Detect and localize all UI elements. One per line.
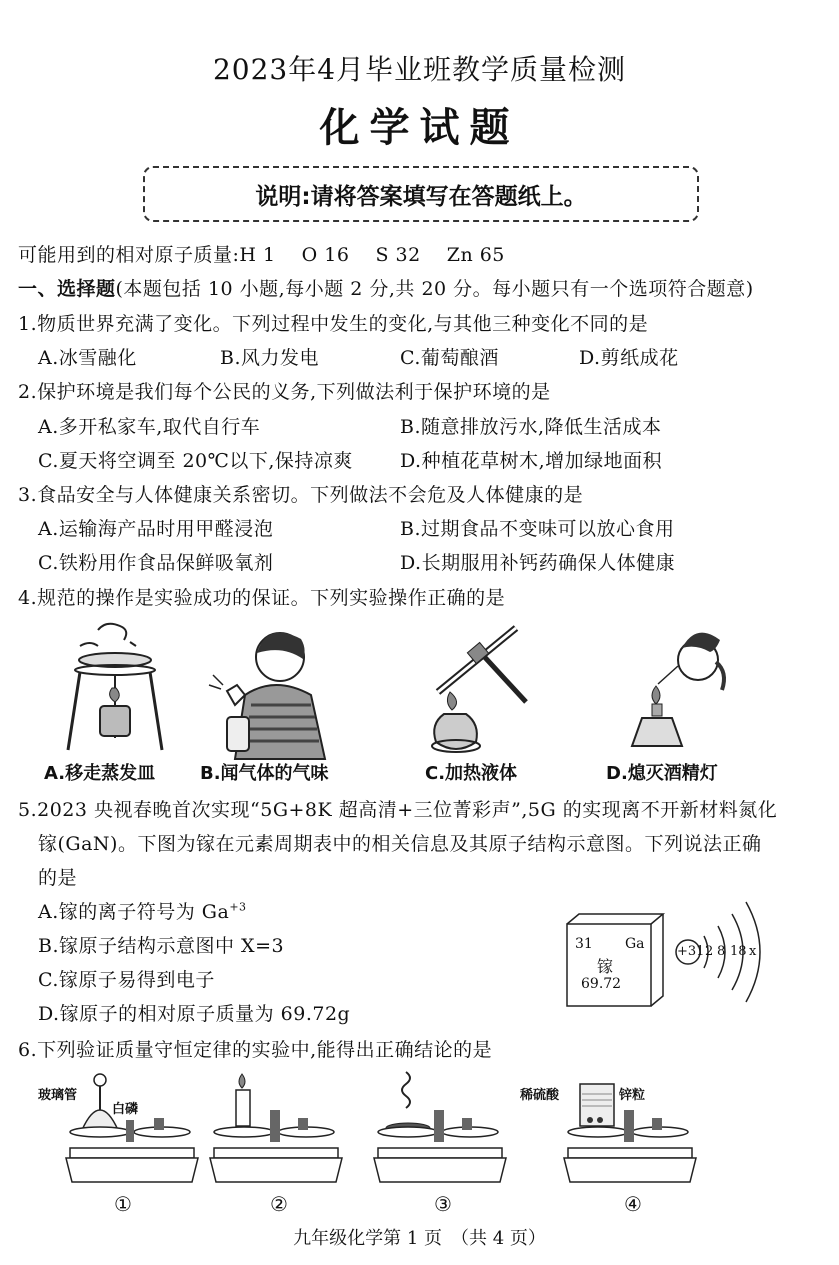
q1-option-b: B.风力发电 bbox=[220, 347, 320, 369]
q4-caption-d: D.熄灭酒精灯 bbox=[606, 763, 718, 784]
element-number: 31 bbox=[575, 936, 593, 952]
atom-shell-2: 8 bbox=[717, 944, 726, 959]
q4-caption-c: C.加热液体 bbox=[425, 763, 518, 784]
element-name: 镓 bbox=[597, 957, 614, 976]
subject-title: 化学试题 bbox=[319, 105, 520, 151]
q3-option-d: D.长期服用补钙药确保人体健康 bbox=[400, 552, 676, 574]
element-cell-box bbox=[565, 912, 665, 1008]
element-symbol: Ga bbox=[625, 936, 645, 952]
section1-desc: (本题包括 10 小题,每小题 2 分,共 20 分。每小题只有一个选项符合题意) bbox=[115, 278, 754, 300]
note-box bbox=[143, 166, 699, 222]
q2-option-c: C.夏天将空调至 20℃以下,保持凉爽 bbox=[38, 450, 353, 472]
balance-3 bbox=[370, 1070, 510, 1190]
q5-stem-line2: 镓(GaN)。下图为镓在元素周期表中的相关信息及其原子结构示意图。下列说法正确 bbox=[38, 833, 762, 855]
section1-heading: 一、选择题 bbox=[18, 278, 116, 300]
q5-option-c: C.镓原子易得到电子 bbox=[38, 969, 215, 991]
q6-number-1: ① bbox=[114, 1192, 132, 1216]
atom-shell-1: 2 bbox=[705, 944, 714, 959]
exam-title: 2023年4月毕业班教学质量检测 bbox=[212, 53, 627, 86]
atom-shell-3: 18 bbox=[730, 944, 747, 959]
q3-option-a: A.运输海产品时用甲醛浸泡 bbox=[38, 518, 274, 540]
q5-option-b: B.镓原子结构示意图中 X=3 bbox=[38, 935, 285, 957]
q6-stem: 6.下列验证质量守恒定律的实验中,能得出正确结论的是 bbox=[18, 1039, 493, 1061]
label-white-phosphorus: 白磷 bbox=[112, 1102, 139, 1117]
q4-image-a bbox=[60, 618, 170, 758]
atom-diagram bbox=[674, 900, 774, 1004]
element-mass: 69.72 bbox=[581, 976, 622, 992]
page-footer: 九年级化学第 1 页 （共 4 页） bbox=[293, 1228, 546, 1249]
q5-option-a-sup: +3 bbox=[229, 900, 247, 914]
q3-option-c: C.铁粉用作食品保鲜吸氧剂 bbox=[38, 552, 274, 574]
element-cell bbox=[565, 912, 665, 1008]
atom-nucleus: +31 bbox=[677, 944, 705, 959]
q1-option-c: C.葡萄酿酒 bbox=[400, 347, 499, 369]
balance-1 bbox=[62, 1070, 202, 1190]
balance-2 bbox=[206, 1070, 346, 1190]
section1-heading-line bbox=[18, 274, 754, 301]
q2-option-a: A.多开私家车,取代自行车 bbox=[38, 416, 261, 438]
q4-image-c bbox=[420, 622, 540, 760]
q4-stem: 4.规范的操作是实验成功的保证。下列实验操作正确的是 bbox=[18, 587, 506, 609]
q3-option-b: B.过期食品不变味可以放心食用 bbox=[400, 518, 675, 540]
atomic-masses: 可能用到的相对原子质量:H 1 O 16 S 32 Zn 65 bbox=[18, 244, 505, 266]
label-zinc-granules: 锌粒 bbox=[619, 1088, 646, 1103]
q6-number-4: ④ bbox=[624, 1192, 642, 1216]
q5-option-a bbox=[38, 897, 247, 924]
q6-number-2: ② bbox=[270, 1192, 288, 1216]
label-dilute-sulfuric-acid: 稀硫酸 bbox=[520, 1088, 560, 1103]
label-glass-tube: 玻璃管 bbox=[38, 1088, 78, 1103]
q6-number-3: ③ bbox=[434, 1192, 452, 1216]
q5-option-a-text: A.镓的离子符号为 Ga bbox=[38, 901, 230, 923]
q1-option-a: A.冰雪融化 bbox=[38, 347, 137, 369]
q3-stem: 3.食品安全与人体健康关系密切。下列做法不会危及人体健康的是 bbox=[18, 484, 584, 506]
q1-stem: 1.物质世界充满了变化。下列过程中发生的变化,与其他三种变化不同的是 bbox=[18, 313, 649, 335]
q1-option-d: D.剪纸成花 bbox=[579, 347, 679, 369]
q4-image-b bbox=[205, 625, 330, 760]
note-text: 说明:请将答案填写在答题纸上。 bbox=[255, 184, 587, 210]
q5-stem-line1: 5.2023 央视春晚首次实现“5G+8K 超高清+三位菁彩声”,5G 的实现离不开新材料氮化 bbox=[18, 799, 778, 821]
q4-caption-a: A.移走蒸发皿 bbox=[44, 763, 156, 784]
q5-option-d: D.镓原子的相对原子质量为 69.72g bbox=[38, 1003, 351, 1025]
q5-stem-line3: 的是 bbox=[38, 867, 78, 889]
q4-caption-b: B.闻气体的气味 bbox=[200, 763, 329, 784]
q4-image-d bbox=[620, 622, 730, 757]
q2-option-b: B.随意排放污水,降低生活成本 bbox=[400, 416, 662, 438]
q2-stem: 2.保护环境是我们每个公民的义务,下列做法利于保护环境的是 bbox=[18, 381, 551, 403]
q2-option-d: D.种植花草树木,增加绿地面积 bbox=[400, 450, 663, 472]
atom-shell-4: x bbox=[749, 944, 757, 959]
